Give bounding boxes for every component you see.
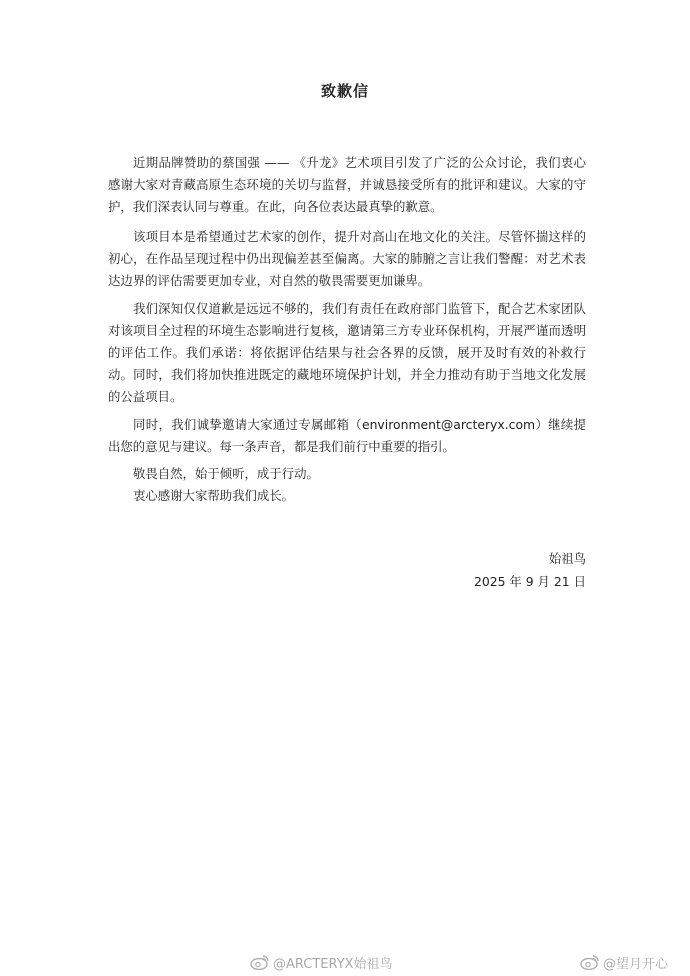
letter-date: 2025 年 9 月 21 日 bbox=[473, 574, 586, 589]
letter-paragraph: 近期品牌赞助的蔡国强 —— 《升龙》艺术项目引发了广泛的公众讨论，我们衷心感谢大家对青藏高原生态环境的关切与监督，并诚恳接受所有的批评和建议。大家的守护，我们深表认同与尊重。在此，向各位表达最真挚的歉意。 bbox=[108, 155, 586, 214]
letter-title: 致歉信 bbox=[320, 82, 369, 100]
closing-line: 敬畏自然，始于倾听，成于行动。 bbox=[133, 466, 319, 481]
closing-line: 衷心感谢大家帮助我们成长。 bbox=[133, 488, 295, 503]
letter-paragraph: 该项目本是希望通过艺术家的创作，提升对高山在地文化的关注。尽管怀揣这样的初心，在作品呈现过程中仍出现偏差甚至偏离。大家的肺腑之言让我们警醒：对艺术表达边界的评估需要更加专业，对自然的敬畏需要更加谦卑。 bbox=[108, 229, 586, 288]
letter-paragraph: 同时，我们诚挚邀请大家通过专属邮箱（environment@arcteryx.com）继续提出您的意见与建议。每一条声音，都是我们前行中重要的指引。 bbox=[108, 417, 586, 454]
watermark-left-text: @ARCTERYX始祖鸟 bbox=[273, 956, 393, 972]
watermark-right-text: @望月开心 bbox=[603, 956, 669, 972]
letter-paragraph: 我们深知仅仅道歉是远远不够的，我们有责任在政府部门监管下，配合艺术家团队对该项目全过程的环境生态影响进行复核，邀请第三方专业环保机构，开展严谨而透明的评估工作。我们承诺：将依据评估结果与社会各界的反馈，展开及时有效的补救行动。同时，我们将加快推进既定的藏地环境保护计划，并全力推动有助于当地文化发展的公益项目。 bbox=[108, 301, 586, 404]
watermark-right bbox=[580, 952, 668, 972]
signature: 始祖鸟 bbox=[548, 551, 586, 566]
weibo-logo-icon bbox=[580, 954, 600, 970]
watermark-left bbox=[250, 952, 393, 972]
weibo-logo-icon bbox=[250, 954, 270, 970]
